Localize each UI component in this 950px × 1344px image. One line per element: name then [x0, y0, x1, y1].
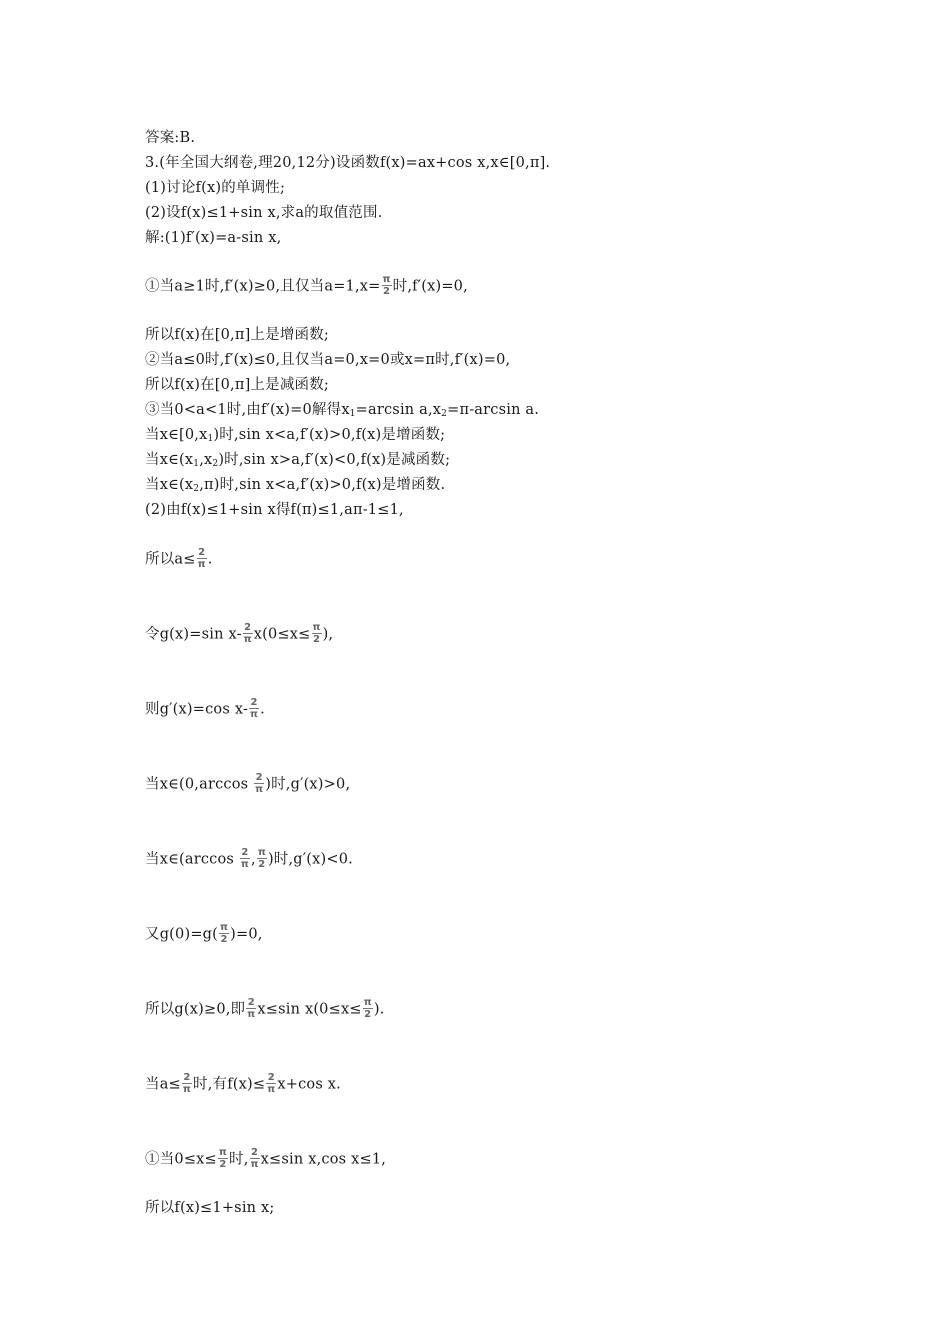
text-segment: ①当0≤x≤ [145, 1151, 217, 1168]
case-3-line [145, 400, 539, 420]
text-segment: 当a≤ [145, 1076, 181, 1093]
text-segment: . [260, 701, 265, 718]
text-segment: =arcsin a,x [355, 402, 442, 418]
text-segment: 当x∈[0,x [145, 427, 208, 443]
bound-f-line [145, 1073, 341, 1096]
fraction-2-over-pi [249, 697, 259, 720]
subscript: 1 [349, 409, 356, 419]
text-segment: )时,g′(x)<0. [267, 851, 353, 868]
text-segment: ). [373, 1001, 385, 1018]
text-segment: ③当0<a<1时,由f′(x)=0解得x [145, 402, 350, 418]
fraction-numerator: 2 [183, 1072, 191, 1083]
case-2-line: ②当a≤0时,f′(x)≤0,且仅当a=0,x=0或x=π时,f′(x)=0, [145, 352, 511, 368]
fraction-numerator: 2 [244, 622, 252, 633]
fraction-denominator: π [243, 634, 252, 645]
case-2-conclusion: 所以f(x)在[0,π]上是减函数; [145, 377, 330, 393]
text-segment: . [207, 551, 213, 568]
fraction-denominator: π [247, 1009, 256, 1020]
subcase-1-line [145, 1148, 386, 1171]
fraction-denominator: 2 [313, 634, 321, 645]
fraction-denominator: π [240, 859, 249, 870]
text-segment: )时,sin x>a,f′(x)<0,f(x)是减函数; [218, 452, 451, 468]
fraction-denominator: 2 [364, 1009, 372, 1020]
fraction-2-over-pi [243, 622, 253, 645]
fraction-pi-over-2 [363, 997, 373, 1020]
g-decreasing-line [145, 848, 353, 871]
fraction-numerator: 2 [198, 547, 206, 558]
text-segment: ①当a≥1时,f′(x)≥0,且仅当a=1,x= [145, 278, 381, 295]
fraction-pi-over-2 [382, 274, 392, 297]
bound-line [145, 548, 213, 571]
text-segment: 时, [229, 1151, 249, 1168]
text-segment: 当x∈(x [145, 477, 194, 493]
fraction-denominator: π [250, 709, 259, 720]
fraction-numerator: π [220, 922, 229, 933]
interval-3-line [145, 475, 445, 495]
fraction-numerator: 2 [250, 697, 258, 708]
text-segment: )时,g′(x)>0, [265, 776, 351, 793]
subcase-1-conclusion: 所以f(x)≤1+sin x; [145, 1200, 275, 1216]
fraction-denominator: π [255, 784, 264, 795]
subquestion-1: (1)讨论f(x)的单调性; [145, 180, 286, 196]
fraction-pi-over-2 [219, 922, 229, 945]
text-segment: x(0≤x≤ [253, 626, 311, 643]
inequality-line [145, 998, 384, 1021]
subquestion-2: (2)设f(x)≤1+sin x,求a的取值范围. [145, 205, 383, 221]
fraction-numerator: 2 [255, 772, 263, 783]
fraction-2-over-pi [197, 547, 207, 570]
text-segment: )=0, [230, 926, 263, 943]
fraction-numerator: π [312, 622, 321, 633]
define-g-line [145, 623, 333, 646]
fraction-numerator: 2 [251, 1147, 259, 1158]
text-segment: x≤sin x,cos x≤1, [260, 1151, 387, 1168]
subscript: 1 [207, 434, 214, 444]
subscript: 2 [193, 484, 200, 494]
g-increasing-line [145, 773, 350, 796]
fraction-2-over-pi [246, 997, 256, 1020]
fraction-numerator: π [218, 1147, 228, 1158]
fraction-denominator: π [182, 1084, 192, 1095]
answer-line: 答案:B. [145, 130, 196, 146]
text-segment: 所以a≤ [145, 551, 196, 568]
fraction-2-over-pi [182, 1072, 192, 1095]
text-segment: 时,有f(x)≤ [193, 1076, 266, 1093]
text-segment: , [251, 851, 256, 868]
fraction-denominator: 2 [220, 934, 228, 945]
text-segment: 当x∈(arccos [145, 851, 239, 868]
fraction-numerator: 2 [267, 1072, 275, 1083]
fraction-2-over-pi [250, 1147, 260, 1170]
fraction-denominator: π [267, 1084, 276, 1095]
subscript: 2 [212, 459, 219, 469]
subscript: 2 [441, 409, 448, 419]
fraction-pi-over-2 [218, 1147, 228, 1170]
g-endpoints-line [145, 923, 263, 946]
text-segment: 所以g(x)≥0,即 [145, 1001, 246, 1018]
text-segment: 又g(0)=g( [145, 926, 219, 943]
fraction-denominator: π [197, 559, 206, 570]
text-segment: ), [322, 626, 334, 643]
fraction-2-over-pi [266, 1072, 276, 1095]
text-segment: )时,sin x<a,f′(x)>0,f(x)是增函数; [213, 427, 446, 443]
fraction-denominator: π [250, 1159, 259, 1170]
derivative-g-line [145, 698, 265, 721]
fraction-denominator: 2 [258, 859, 266, 870]
fraction-denominator: 2 [383, 286, 391, 297]
text-segment: 则g′(x)=cos x- [145, 701, 249, 718]
text-segment: ,x [199, 452, 213, 468]
fraction-numerator: π [363, 997, 372, 1008]
solution-start: 解:(1)f′(x)=a-sin x, [145, 230, 282, 246]
problem-statement: 3.(年全国大纲卷,理20,12分)设函数f(x)=ax+cos x,x∈[0,π]. [145, 155, 551, 171]
fraction-2-over-pi [254, 772, 264, 795]
fraction-pi-over-2 [257, 847, 267, 870]
fraction-numerator: 2 [247, 997, 255, 1008]
text-segment: 当x∈(x [145, 452, 194, 468]
interval-2-line [145, 450, 450, 470]
text-segment: 令g(x)=sin x- [145, 626, 242, 643]
fraction-numerator: π [382, 274, 391, 285]
text-segment: x+cos x. [277, 1076, 341, 1093]
case-1-line [145, 275, 468, 298]
text-segment: ,π)时,sin x<a,f′(x)>0,f(x)是增函数. [199, 477, 446, 493]
text-segment: 时,f′(x)=0, [392, 278, 468, 295]
fraction-numerator: π [257, 847, 266, 858]
fraction-numerator: 2 [241, 847, 249, 858]
subscript: 1 [193, 459, 200, 469]
fraction-denominator: 2 [219, 1159, 227, 1170]
part-2-start: (2)由f(x)≤1+sin x得f(π)≤1,aπ-1≤1, [145, 502, 404, 518]
text-segment: =π-arcsin a. [447, 402, 540, 418]
fraction-2-over-pi [240, 847, 250, 870]
text-segment: 当x∈(0,arccos [145, 776, 254, 793]
fraction-pi-over-2 [312, 622, 322, 645]
interval-1-line [145, 425, 445, 445]
text-segment: x≤sin x(0≤x≤ [257, 1001, 362, 1018]
case-1-conclusion: 所以f(x)在[0,π]上是增函数; [145, 327, 330, 343]
